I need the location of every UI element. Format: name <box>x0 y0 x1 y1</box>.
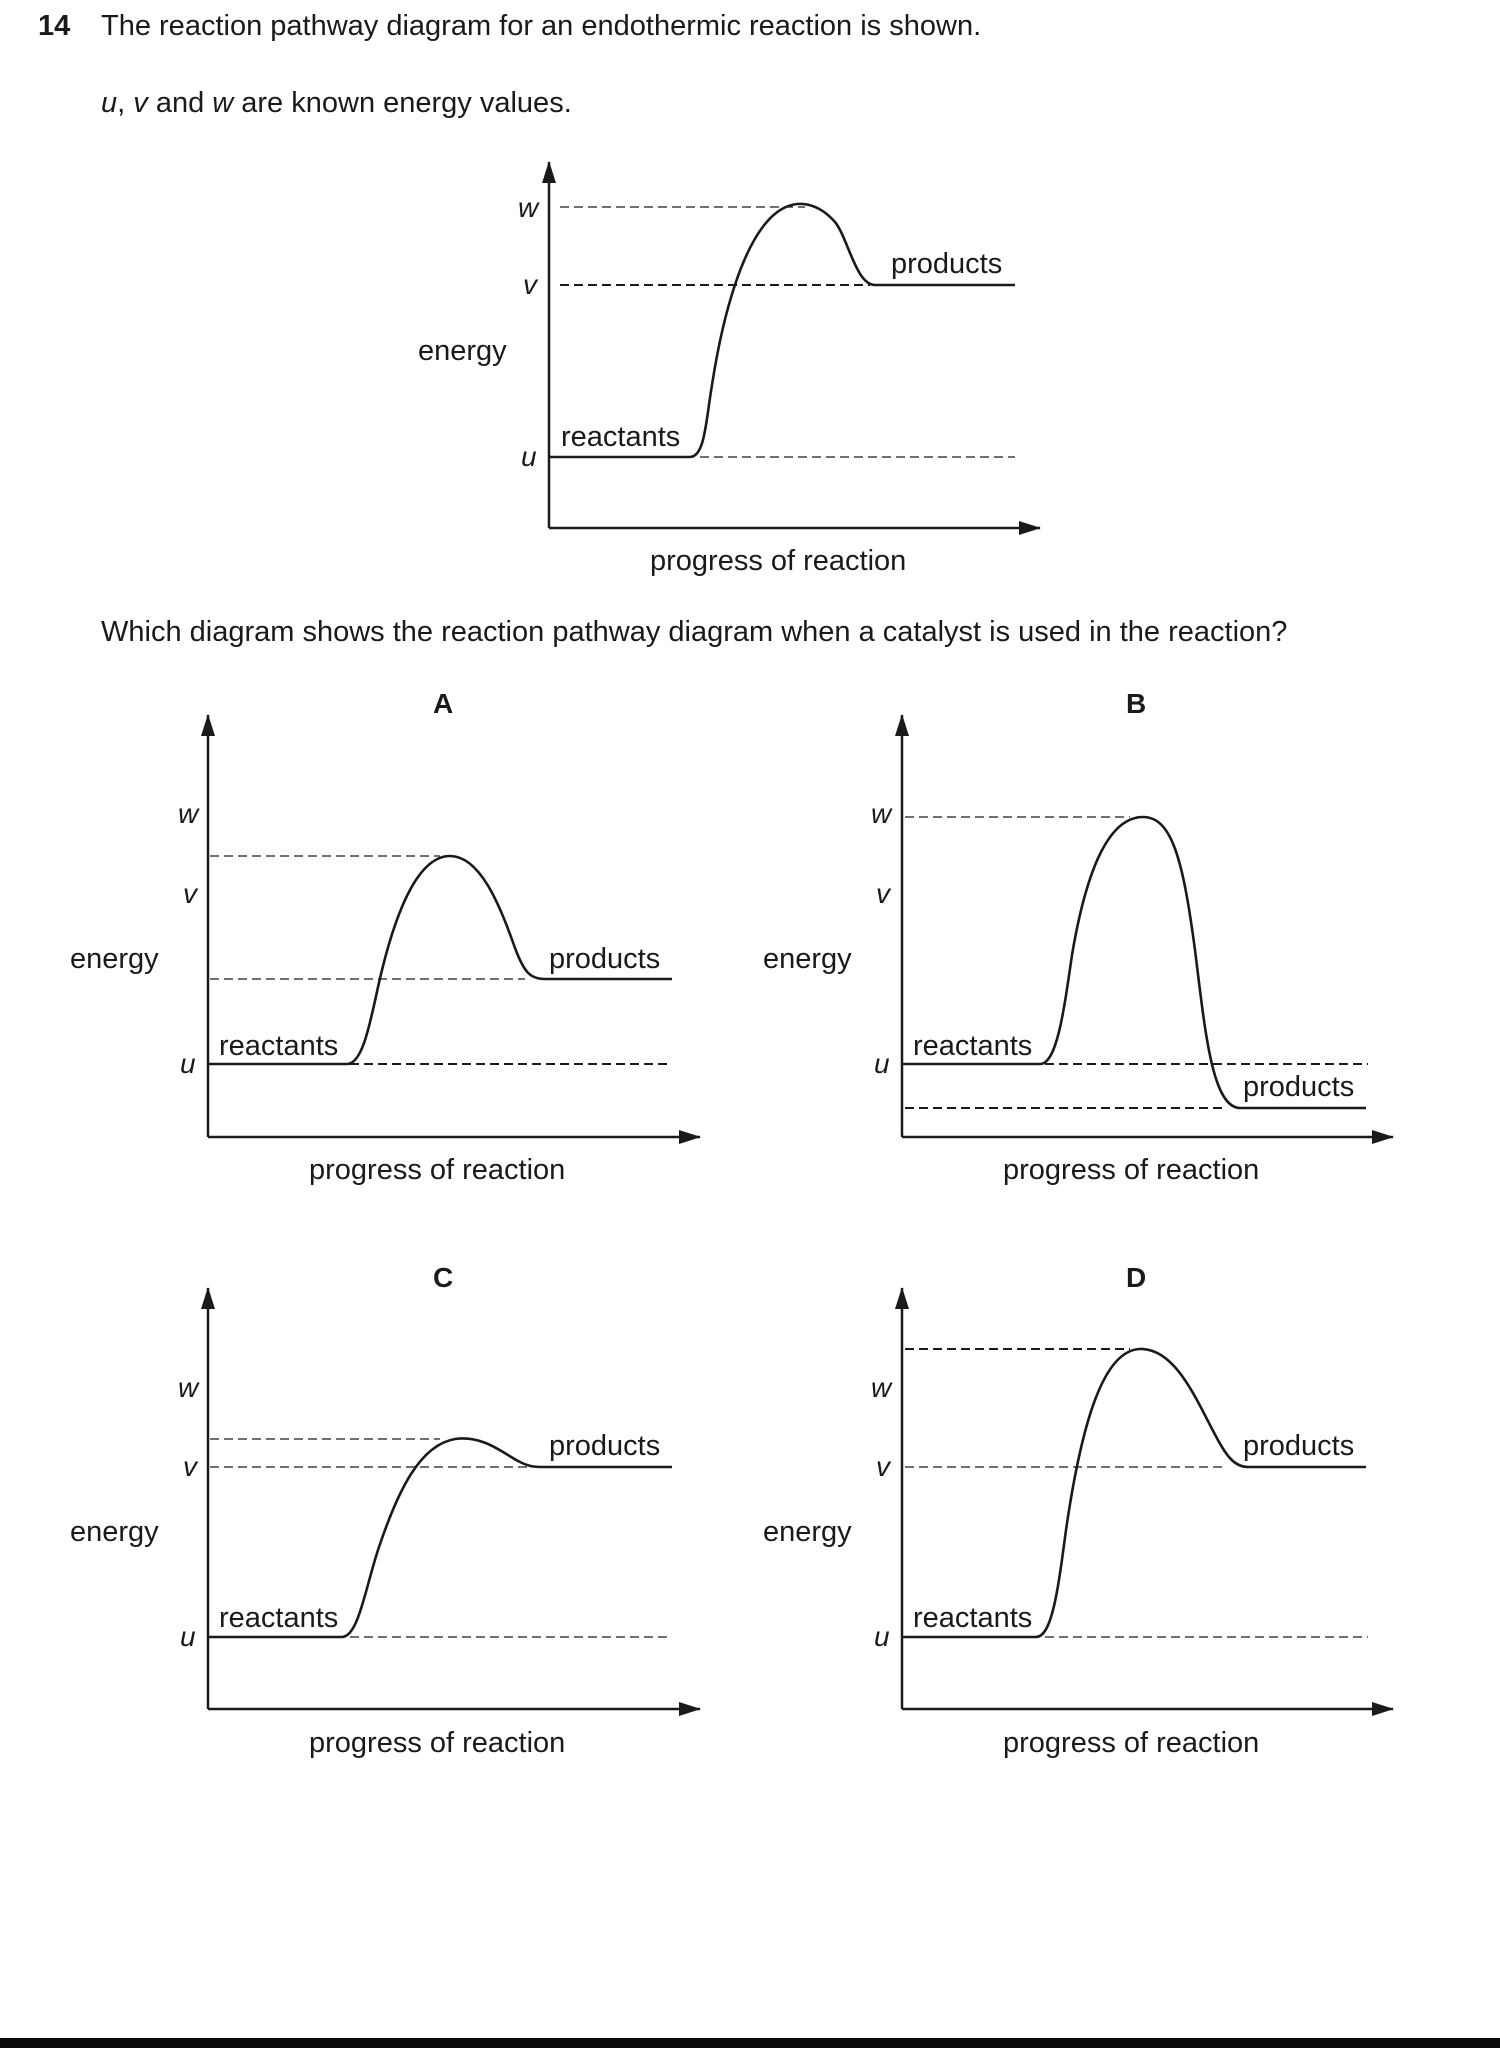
option-a-diagram <box>70 688 700 1186</box>
b-w-label: w <box>871 798 892 829</box>
intro-tail: are known energy values. <box>233 87 572 119</box>
question-prompt: Which diagram shows the reaction pathway diagram when a catalyst is used in the reaction? <box>101 616 1288 648</box>
option-b-diagram <box>763 688 1393 1186</box>
option-c-diagram <box>70 1262 700 1759</box>
question-number: 14 <box>38 10 71 42</box>
d-v-label: v <box>876 1451 890 1482</box>
main-reactants-label: reactants <box>561 421 681 453</box>
b-products-label: products <box>1243 1071 1355 1103</box>
a-progress-label: progress of reaction <box>309 1154 566 1186</box>
d-energy-curve <box>902 1349 1366 1637</box>
b-v-label: v <box>876 878 890 909</box>
c-u-label: u <box>180 1621 196 1652</box>
d-products-label: products <box>1243 1430 1355 1462</box>
a-w-label: w <box>178 798 199 829</box>
page-footer-bar <box>0 2038 1500 2048</box>
option-d-diagram <box>763 1262 1393 1759</box>
main-energy-curve <box>549 204 1015 457</box>
c-energy-label: energy <box>70 1516 159 1548</box>
option-a-label: A <box>433 688 454 719</box>
main-diagram <box>418 162 1040 577</box>
c-w-label: w <box>178 1372 199 1403</box>
intro-u: u <box>101 87 118 119</box>
question-stem: The reaction pathway diagram for an endothermic reaction is shown. <box>101 10 982 42</box>
d-w-label: w <box>871 1372 892 1403</box>
intro-v: v <box>133 87 148 119</box>
c-progress-label: progress of reaction <box>309 1727 566 1759</box>
main-v-label: v <box>523 269 537 300</box>
d-reactants-label: reactants <box>913 1602 1033 1634</box>
d-progress-label: progress of reaction <box>1003 1727 1260 1759</box>
option-b-label: B <box>1126 688 1147 719</box>
intro-sep: , <box>117 87 134 119</box>
intro-w: w <box>212 87 234 119</box>
a-u-label: u <box>180 1048 196 1079</box>
main-progress-label: progress of reaction <box>650 545 907 577</box>
d-u-label: u <box>874 1621 890 1652</box>
b-u-label: u <box>874 1048 890 1079</box>
option-c-label: C <box>433 1262 454 1293</box>
c-products-label: products <box>549 1430 661 1462</box>
c-reactants-label: reactants <box>219 1602 339 1634</box>
b-progress-label: progress of reaction <box>1003 1154 1260 1186</box>
a-v-label: v <box>183 878 197 909</box>
main-products-label: products <box>891 248 1003 280</box>
a-products-label: products <box>549 943 661 975</box>
b-reactants-label: reactants <box>913 1030 1033 1062</box>
c-v-label: v <box>183 1451 197 1482</box>
a-reactants-label: reactants <box>219 1030 339 1062</box>
d-energy-label: energy <box>763 1516 852 1548</box>
main-u-label: u <box>521 441 537 472</box>
b-energy-label: energy <box>763 943 852 975</box>
option-d-label: D <box>1126 1262 1147 1293</box>
main-w-label: w <box>518 192 539 223</box>
intro-and: and <box>147 87 213 119</box>
main-energy-label: energy <box>418 335 507 367</box>
a-energy-label: energy <box>70 943 159 975</box>
